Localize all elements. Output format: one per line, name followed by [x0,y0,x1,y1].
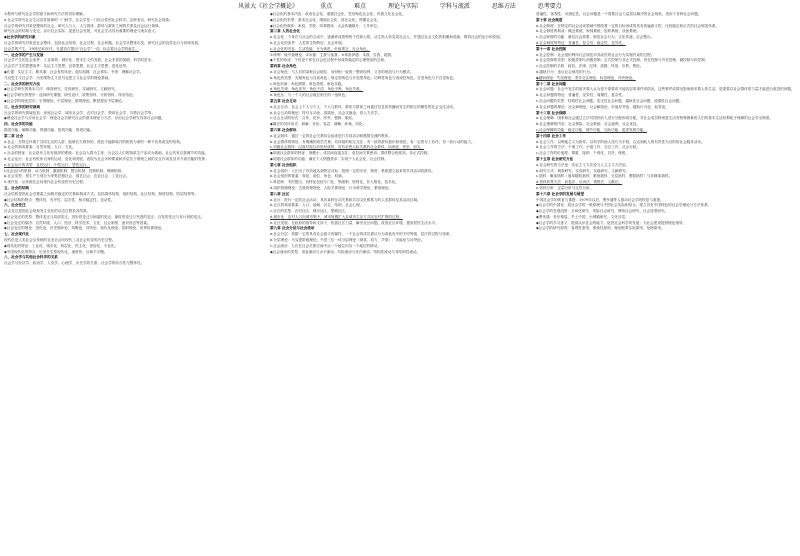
paragraph: d.越轨行为：违反社会规范的行为。 [536,69,594,74]
paragraph: e.社区发展：在政府的指导和支持下，依靠社区力量，解决社区问题，改善社区环境，提高居民生活水平。 [270,220,439,225]
paragraph: b.社会组织的要素：规范、地位、角色、权威。 [270,174,346,179]
paragraph: ◆社会学的研究原则：客观性原则、系统性原则、理论联系实际原则、伦理原则。 [536,226,665,231]
paragraph: b.分层理论：马克思阶级理论；韦伯三位一体分层理论（财富、权力、声望）；功能论与冲突论。 [270,238,425,243]
paragraph: a.社会保障：国家和社会通过立法对国民收入进行分配和再分配，对社会成员特别是生活有特殊困难的人们的基本生活权利给予保障的社会安全制度。 [536,116,773,121]
paragraph: ◆社会变迁的类型：整体变迁与局部变迁；进步的变迁与倒退的变迁；渐进的变迁与突进的变迁；自发的变迁与有计划的变迁。 [4,214,205,219]
section-heading: 第六章 社会群体 [270,127,297,132]
paragraph: ◆中国现代化的特点：后发外生型现代化，速度快，区域不平衡。 [4,249,108,254]
paragraph: ◆社会学的理论层次：宏观理论、中层理论、微观理论。默顿提出中层理论。 [4,98,126,103]
section-heading: 第十五章 社会研究方法 [536,156,574,161]
section-heading: 第二章 社会 [4,133,24,138]
paragraph: 社会学产生的思想条件：实证主义思想、启蒙思想、社会主义思想、进化论等。 [4,64,130,69]
paragraph: a.社会群体：通过一定的社会关系结合起来进行共同活动和感情交流的集体。 [270,133,392,138]
paragraph: g.社会类型：按生产力划分为采集狩猎社会、园艺社会、农业社会、工业社会。 [4,174,130,179]
paragraph: ◆社会学研究的基本方法：调查研究、实验研究、实地研究、文献研究。 [4,87,119,92]
header-tag: 思考要点 [537,3,562,10]
section-heading: 一、社会学的产生与发展 [4,52,44,57]
paragraph: c.抽样：概率抽样（简单随机抽样、系统抽样、分层抽样、整群抽样）与非概率抽样。 [536,174,673,179]
paragraph: 研究社会的结构与变迁，认识社会实际、促进社会发展，对社会生活具有重要的理论与现实意义。 [4,29,159,34]
paragraph: b.社会化的条件：人类的生物特征；社会环境。 [270,40,346,45]
header-tag: 理论与实际 [387,3,418,10]
paragraph: b.社会工作的方法：个案工作、小组工作、社区工作、社会行政。 [536,145,641,150]
paragraph: 普遍性、客观性、可测定性。社会问题是一个需要社会力量加以解决的社会现象。适用于各种社会问题。 [536,12,702,16]
paragraph: a.社会控制：社会组织利用社会规范对其成员的社会行为实施约束的过程。 [536,52,655,57]
section-heading: 三、社会学的研究领域 [4,104,40,109]
paragraph: c.社会控制的手段：政权、法律、纪律、道德、风俗、宗教、舆论。 [536,64,644,69]
paragraph: ◆社会化的类型：基本社会化、继续社会化、再社会化、预期社会化。 [270,17,381,22]
paragraph: a.社区：进行一定的社会活动、具有某种互动关系和共同文化维系力的人类群体及其活动区域。 [270,197,421,202]
paragraph: c.社区的类型：农村社区、城市社区、集镇社区。 [270,209,349,214]
paragraph: c.社会互动的形式：合作、竞争、冲突、强制、顺应。 [270,116,356,121]
paragraph: ◆理论社会学与应用社会学：理论社会学研究社会的基本理论与方法；应用社会学研究具体社会问题。 [4,116,165,121]
paragraph: a.社会组织：人们为了有效地达到特定目标，按照一定的宗旨、制度、系统建立起来的共同活动的群体。 [270,168,436,173]
paragraph: c.社会保障的功能：稳定功能、调节功能、互助功能、促进发展功能。 [536,127,647,132]
text-column-middle [270,12,530,552]
paragraph: 社会变迁是指社会现象发生变化的动态过程及其结果。 [4,209,91,214]
paragraph: d.社会制度的特征：普遍性、复合性、稳定性、变异性。 [536,40,626,45]
paragraph: ◆顺应的具体形式：和解、妥协、容忍、调解、仲裁、同化。 [270,122,367,127]
page-header [0,2,800,12]
paragraph: ◆社会化的基本内容：政治社会化、道德社会化、性别角色社会化、民族文化社会化。 [270,12,406,16]
paragraph: a.社会角色：与人们的某种社会地位、身份相一致的一整套权利、义务的规范与行为模式。 [270,69,414,74]
paragraph: ◆越轨理论：失范理论、差异交往理论、标签理论、冲突理论。 [536,75,636,80]
paragraph: d.组织管理理论：古典管理理论、人际关系理论、行为科学理论、系统理论。 [270,185,393,190]
paragraph: d.资料收集方法：问卷法、访谈法、观察法、文献法。 [536,180,623,185]
section-heading: 第十三章 社会保障 [536,110,567,115]
section-heading: 第十二章 社会问题 [536,81,567,86]
paragraph: b.社会群体的特征：有明确的成员关系；有持续的相互交往；有一致的群体意识和规范；有一定的分工协作；有一致行动的能力。 [270,139,475,144]
paragraph: ◆社会学的学习意义：提高认识社会的能力；促进社会科学的发展；为社会建设提供理论指导。 [536,220,687,225]
paragraph: a.社会分层：依据一定的具有社会意义的属性，一个社会的成员被区分为高低有序的不同等级、层次的过程与现象。 [270,232,454,237]
paragraph: b.研究方式：调查研究、实验研究、实地研究、文献研究。 [536,168,630,173]
paragraph: 社会学的产生：19世纪30年代，孔德首次提出“社会学”一词，标志着社会学的诞生。 [4,46,140,51]
header-tag: 学科与流派 [439,3,470,10]
section-heading: 二、社会学的研究方法 [4,81,40,86]
section-heading: ◆社会学的研究对象 [4,35,36,40]
paragraph: 马克思主义社会学：历史唯物主义是马克思主义社会学的理论基础。 [4,75,112,80]
paragraph: b.社会保障的内容：社会保险、社会救助、社会福利、社会优抚。 [536,122,641,127]
section-heading: 五、社会的结构 [4,185,30,190]
text-column-right [536,12,796,552]
section-heading: 第十章 社会制度 [536,17,563,22]
text-column-left [4,12,264,552]
paragraph: h.现代化：从传统社会向现代社会转变的历史过程。 [4,180,87,185]
header-tag: 思维方法 [491,3,516,10]
paragraph: c.社会化的内容：生活技能、行为规范、价值观念、社会角色。 [270,46,371,51]
paragraph: ◆初级社会群体的特征：规模小；成员间直接交往；成员间关系密切；群体整合程度高；非正式控制。 [270,151,431,156]
section-heading: 八、社会学与其他社会科学的关系 [4,255,58,260]
section-heading: 七、社会现代化 [4,232,30,237]
paragraph: c.社会制度的功能：满足社会需要；规范社会行为；文化传递；社会整合。 [536,35,655,40]
paragraph: ◆现代化的特征：工业化、城市化、科层化、民主化、世俗化、专业化。 [4,243,119,248]
paragraph: b.角色的类型：先赋角色与自致角色；规定型角色与开放型角色；功利性角色与表现性角色；自觉角色与不自觉角色。 [270,75,457,80]
paragraph: b.社区的构成要素：人口、地域、区位、结构、社会心理。 [270,203,364,208]
section-heading: 第五章 社会互动 [270,98,297,103]
section-heading: 六、社会变迁 [4,203,26,208]
header-tag: 难点 [354,3,367,10]
paragraph: c.社会流动：人们在社会关系空间中从一个地位向另一个地位的移动。 [270,243,381,248]
paragraph: ◆社会变迁的理论：进化论、历史循环论、均衡论、冲突论、现代化理论、依附理论、世界体系理论。 [4,226,165,231]
paragraph: d.城市化：农村人口向城市集中，城市规模扩大及城市生活方式向农村扩散的过程。 [270,214,403,219]
paragraph: ◆社会学研究的程序：选择研究课题、研究设计、收集资料、分析资料、得出结论。 [4,93,137,98]
paragraph: b.社会互动的理论：符号互动论、拟剧论、社会交换论、常人方法学。 [270,110,382,115]
paragraph: f.社会运行的机制：动力机制、激励机制、整合机制、控制机制、保障机制。 [4,168,125,173]
section-heading: 第八章 社区 [270,191,290,196]
paragraph: a.社会问题：社会中发生的被多数人认为是不需要或不能容忍的事件或情况，这些事件或情况影响到多数人的生活，是需要以社会群体的力量才能进行改进的问题。 [536,87,795,92]
section-heading: 第七章 社会组织 [270,162,297,167]
section-heading: 第十一章 社会控制 [536,46,567,51]
paragraph: 现代化是人类社会从传统的农业社会向现代工业社会转变的历史过程。 [4,238,116,243]
paragraph: a.社会：在特定环境下共同生活的人群，能够长久维持的、彼此不能够离开的相依为命的一种不容易改变的结构。 [4,139,184,144]
section-heading: 第九章 社会分层与社会流动 [270,226,315,231]
paragraph: c.初级社会群体：由面对面互动所形成的、具有亲密人际关系的社会群体，如家庭、邻里、朋友。 [270,145,425,150]
paragraph: e.社会运行的类型：良性运行、中性运行、恶性运行。 [4,162,91,167]
paragraph: a.社会工作：以利他主义为指导，以科学的助人技巧为手段，以达到助人的有效性为目的的社会服务活动。 [536,139,705,144]
section-heading: 四、社会学的功能 [4,122,33,127]
paragraph: b.社会的构成要素：自然环境、人口、文化。 [4,145,76,150]
paragraph: 社会结构是指社会各要素之间相对稳定的关系和构成方式。包括群体结构、组织结构、社区结构、制度结构、阶层结构等。 [4,191,199,196]
paragraph: 社会学的研究对象是社会整体，包括社会结构、社会过程、社会问题。社会学从整体出发，研究社会的良性运行与协调发展。 [4,40,202,45]
header-title: 风景大《社会学概论》 [238,3,299,10]
paragraph: ◆个性的形成：个性是个体在社会化过程中形成的稳定的心理特征的总和。 [270,58,388,63]
paragraph: ①库利：镜中我理论；②米德：主我与客我；③弗洛伊德：本我、自我、超我。 [270,52,395,57]
paragraph: 社会学与经济学、政治学、人类学、心理学、历史学的关系。社会学的综合性与整体性。 [4,261,145,266]
paragraph: ◆孔德：实证主义；斯宾塞：社会有机体论；迪尔凯姆：社会事实；韦伯：理解社会学。 [4,69,144,74]
paragraph: 社会学的研究对象是整体的社会，研究人与人、人与群体、群体与群体之间的关系及社会运行规律。 [4,23,163,28]
paragraph: a.社会制度：在特定的社会活动领域中围绕着一定的目标形成的具有普遍意义的、比较稳定和正式的社会规范体系。 [536,23,720,28]
paragraph: d.角色失调：角色冲突、角色不清、角色中断、角色失败。 [270,87,364,92]
paragraph: c.社会问题的类型：结构性社会问题、变迁性社会问题、越轨性社会问题、道德性社会问题。 [536,98,683,103]
paragraph: 描述功能、解释功能、预测功能、批判功能、规划功能。 [4,127,94,132]
paragraph: c.科层制：韦伯提出，其特征包括专门化、等级制、规则化、非人格化、技术化。 [270,180,399,185]
section-heading: 第十六章 社会学的发展与展望 [536,191,584,196]
paragraph: d.社会问题的理论：社会病理论、社会解组论、价值冲突论、越轨行为论、标签论。 [536,104,669,109]
paragraph: a.社会研究的方法论：实证主义方法论与人文主义方法论。 [536,162,630,167]
paragraph: b.社会制度的构成：概念系统、规则系统、组织系统、设备系统。 [536,29,641,34]
paragraph: b.社会问题的特征：普遍性、变异性、周期性、复杂性。 [536,93,626,98]
section-heading: 第三章 人的社会化 [270,29,301,34]
section-heading: 第十四章 社会工作 [536,133,567,138]
paragraph: ◆初级社会群体的功能：满足个人情感需求；实现个人社会化；社会控制。 [270,156,388,161]
paragraph: c.角色扮演：角色期望、角色领悟、角色实践。 [270,81,345,86]
paragraph: c.社会工作的价值观：尊重、接纳、个别化、自决、保密。 [536,151,629,156]
paragraph: ◆费孝通：差序格局、乡土中国、小城镇研究、文化自觉。 [536,214,629,219]
paragraph: ◆社会变迁的原因：自然环境、人口、经济、科学技术、文化、社会制度、意识形态等因素。 [4,220,151,225]
paragraph: 社会学产生的社会条件：工业革命、城市化、资本主义的发展，社会矛盾的加剧，科学的进步。 [4,58,155,63]
paragraph: b.社会控制的类型：积极控制与消极控制；正式控制与非正式控制；内在控制与外在控制；硬控制与软控制。 [536,58,709,63]
paragraph: e.角色丛：与一个人的社会地位相关的一组角色。 [270,93,349,98]
paragraph: ◆社会学的中国化：将社会学的一般原理与中国社会实际相结合，建立具有中国特色的社会学理论与方法体系。 [536,203,712,208]
paragraph: ◆社会流动的类型：垂直流动与水平流动；代际流动与代内流动；结构性流动与非结构性流动。 [270,249,421,254]
paragraph: ◆社会学的发展趋势：全球化研究、风险社会研究、网络社会研究、社会转型研究。 [536,209,669,214]
paragraph: c.社会的特征：社会是有文化有组织的系统；社会以人群为主体；社会以人们的物质生产活动为基础；社会具有自我调节的功能。 [4,151,209,156]
paragraph: ◆社会化的载体：家庭、学校、同辈群体、大众传播媒介、工作单位。 [270,23,381,28]
paragraph: ◆社会结构的特点：整体性、有序性、层次性、相对稳定性、变动性。 [4,197,115,202]
paragraph: a.社会化：个体在与社会的互动中，逐渐养成独特的个性和人格，从生物人转变成社会人，并通过社会文化的积累和延续，维持社会的运行和发展。 [270,35,504,40]
section-heading: 第四章 社会角色 [270,64,297,69]
paragraph: ①教育与研究社会学的意义和研究方法的初步理解。 [4,12,87,16]
header-tag: 重点 [320,3,333,10]
paragraph: e.资料分析：定量分析与定性分析。 [536,185,594,190]
text-columns [4,12,796,552]
paragraph: d.社会运行：社会有机体自身的运动、变化和发展，表现为社会多种要素和多层次子系统之间的交互作用及其多方面功能的发挥。 [4,156,209,161]
paragraph: a.社会互动：社会上个人与个人、个人与群体、群体与群体之间通过信息的传播而发生的相互依赖性的社会交往活动。 [270,104,457,109]
paragraph: a.社会学研究社会生活及其规律的一门科学，社会学是一门综合性的社会科学。这种变动，研究社会现象。 [4,17,173,22]
paragraph: 社会学的研究领域包括：家庭社会学、城市社会学、农村社会学、教育社会学、宗教社会学等。 [4,110,155,115]
paragraph: 中国社会学的恢复与重建：1979年以后，费孝通等人推动社会学的恢复与重建。 [536,197,664,202]
